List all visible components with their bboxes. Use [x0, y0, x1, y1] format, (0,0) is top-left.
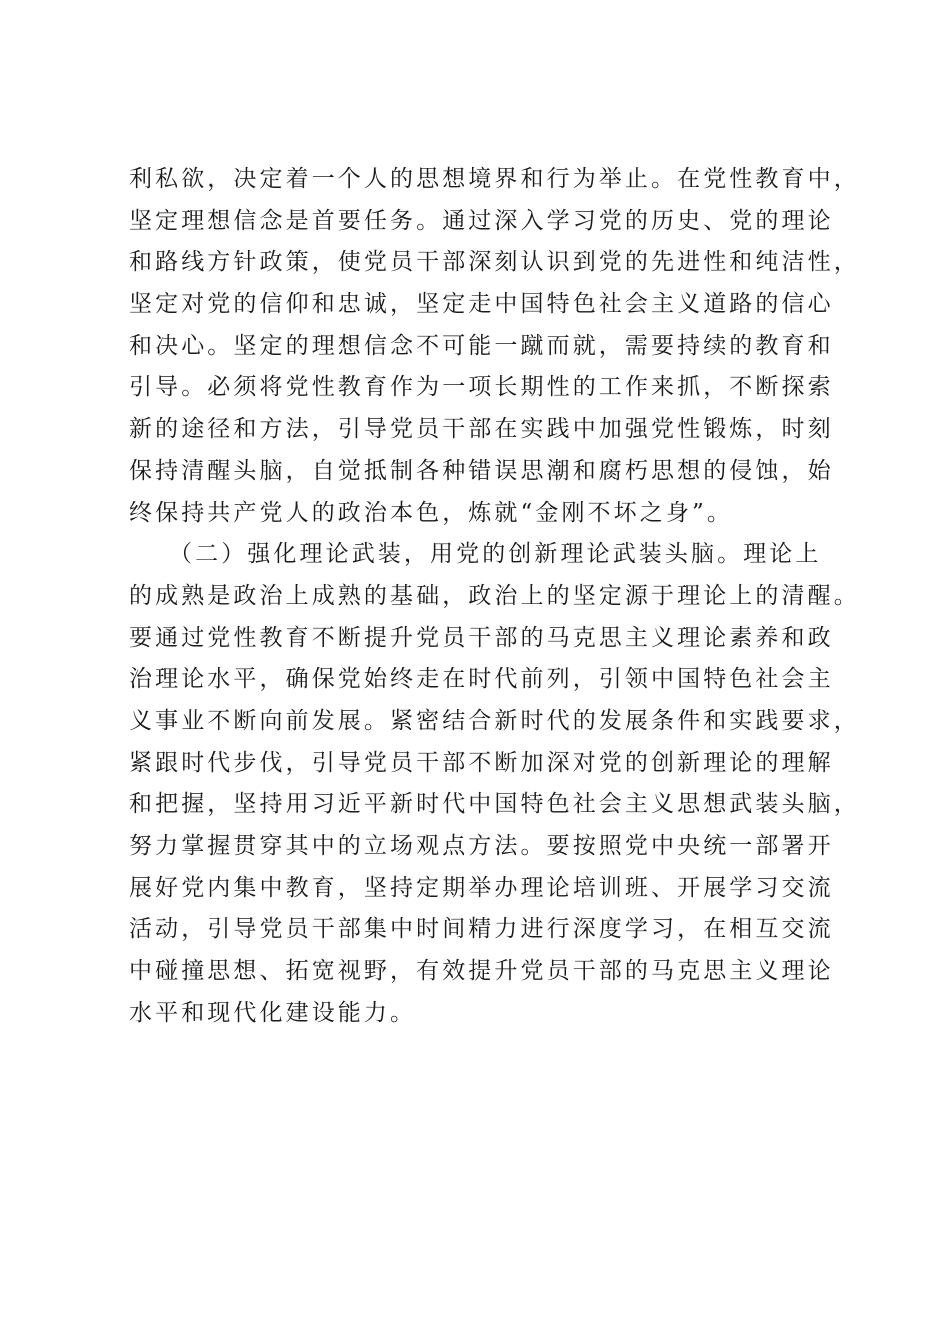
paragraph-theoretical-arming — [129, 534, 860, 1034]
text-line: 坚定对党的信仰和忠诚，坚定走中国特色社会主义道路的信心 — [129, 291, 834, 318]
text-line: 保持清醒头脑，自觉抵制各种错误思潮和腐朽思想的侵蚀，始 — [129, 457, 834, 484]
text-line: 坚定理想信念是首要任务。通过深入学习党的历史、党的理论 — [129, 207, 834, 234]
text-line: 新的途径和方法，引导党员干部在实践中加强党性锻炼，时刻 — [129, 416, 834, 443]
text-line: 中碰撞思想、拓宽视野，有效提升党员干部的马克思主义理论 — [129, 958, 834, 985]
section-heading-line: （二）强化理论武装，用党的创新理论武装头脑。理论上 — [169, 541, 822, 568]
body-text — [129, 159, 860, 1034]
text-line: 展好党内集中教育，坚持定期举办理论培训班、开展学习交流 — [129, 874, 834, 901]
text-line: 利私欲，决定着一个人的思想境界和行为举止。在党性教育中， — [129, 166, 860, 192]
text-line: 引导。必须将党性教育作为一项长期性的工作来抓，不断探索 — [129, 374, 834, 401]
text-line: 和决心。坚定的理想信念不可能一蹴而就，需要持续的教育和 — [129, 332, 834, 359]
text-line: 的成熟是政治上成熟的基础，政治上的坚定源于理论上的清醒。 — [129, 582, 860, 609]
text-line: 努力掌握贯穿其中的立场观点方法。要按照党中央统一部署开 — [129, 833, 834, 859]
paragraph-ideals-beliefs — [129, 159, 860, 534]
text-line: 活动，引导党员干部集中时间精力进行深度学习，在相互交流 — [129, 916, 834, 943]
text-line: 要通过党性教育不断提升党员干部的马克思主义理论素养和政 — [129, 624, 834, 651]
text-line: 紧跟时代步伐，引导党员干部不断加深对党的创新理论的理解 — [129, 749, 834, 776]
text-line: 终保持共产党人的政治本色，炼就“金刚不坏之身”。 — [129, 499, 733, 526]
text-line: 水平和现代化建设能力。 — [129, 999, 417, 1026]
text-line: 义事业不断向前发展。紧密结合新时代的发展条件和实践要求， — [129, 707, 860, 734]
text-line: 和路线方针政策，使党员干部深刻认识到党的先进性和纯洁性， — [129, 249, 860, 276]
text-line: 治理论水平，确保党始终走在时代前列，引领中国特色社会主 — [129, 666, 834, 693]
text-line: 和把握，坚持用习近平新时代中国特色社会主义思想武装头脑， — [129, 791, 860, 818]
